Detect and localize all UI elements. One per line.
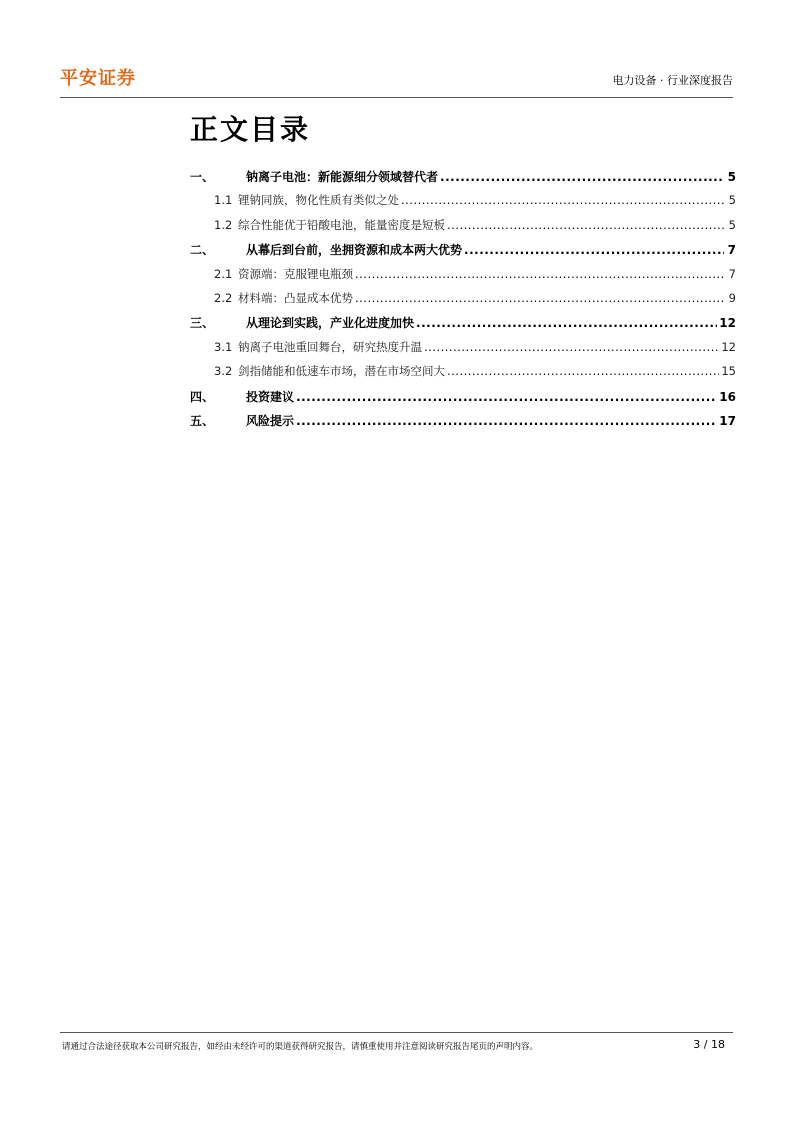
toc-page-number: 5 (728, 193, 736, 208)
toc-page-number: 12 (721, 339, 736, 354)
toc-entry-5[interactable] (190, 412, 736, 436)
toc-entry-number: 2.2 (214, 290, 233, 305)
toc-entry-2[interactable] (190, 241, 736, 265)
toc-dot-leader (447, 218, 724, 232)
report-category: 电力设备 · 行业深度报告 (612, 74, 733, 87)
toc-entry-2-1[interactable] (190, 266, 736, 290)
toc-page-number: 17 (719, 413, 736, 428)
toc-entry-number: 五、 (190, 413, 215, 428)
toc-entry-number: 1.1 (214, 193, 233, 208)
toc-entry-number: 3.1 (214, 339, 233, 354)
toc-page-number: 9 (728, 290, 736, 305)
toc-entry-title: 锂钠同族，物化性质有类似之处 (238, 193, 399, 208)
toc-entry-3-2[interactable] (190, 363, 736, 387)
footer-disclaimer: 请通过合法途径获取本公司研究报告，如经由未经许可的渠道获得研究报告，请慎重使用并注意阅读研究报告尾页的声明内容。 (62, 1042, 539, 1052)
page-number: 3 / 18 (693, 1038, 725, 1051)
toc-entry-title: 钠离子电池重回舞台，研究热度升温 (238, 339, 422, 354)
toc-page-number: 7 (728, 266, 736, 281)
toc-entry-number: 二、 (190, 243, 215, 258)
toc-entry-number: 一、 (190, 170, 215, 184)
toc-entry-3[interactable] (190, 314, 736, 338)
toc-entry-title: 投资建议 (246, 389, 295, 404)
table-of-contents (190, 168, 736, 436)
toc-page-number: 5 (728, 217, 736, 232)
toc-entry-4[interactable] (190, 388, 736, 412)
toc-entry-title: 钠离子电池：新能源细分领域替代者 (246, 170, 439, 184)
toc-title: 正文目录 (190, 113, 311, 146)
toc-entry-title: 综合性能优于铅酸电池，能量密度是短板 (238, 217, 445, 232)
toc-entry-number: 2.1 (214, 266, 233, 281)
toc-entry-title: 资源端：克服锂电瓶颈 (238, 266, 353, 281)
toc-page-number: 12 (719, 316, 736, 331)
header-divider (60, 97, 733, 98)
toc-entry-number: 三、 (190, 316, 215, 331)
toc-entry-title: 材料端：凸显成本优势 (238, 290, 353, 305)
toc-page-number: 16 (719, 389, 736, 404)
toc-dot-leader (424, 340, 719, 354)
toc-entry-1[interactable] (190, 168, 736, 192)
toc-entry-number: 四、 (190, 389, 215, 404)
toc-page-number: 5 (727, 170, 736, 184)
toc-entry-1-2[interactable] (190, 217, 736, 241)
toc-entry-title: 从理论到实践，产业化进度加快 (246, 316, 415, 331)
toc-page-number: 15 (721, 364, 736, 379)
toc-dot-leader (296, 414, 717, 428)
toc-dot-leader (355, 291, 724, 305)
footer-divider (60, 1032, 733, 1033)
toc-dot-leader (447, 364, 719, 378)
toc-dot-leader (401, 193, 724, 207)
toc-dot-leader (464, 243, 724, 257)
toc-entry-3-1[interactable] (190, 339, 736, 363)
toc-entry-title: 从幕后到台前，坐拥资源和成本两大优势 (246, 243, 463, 258)
toc-entry-number: 1.2 (214, 217, 233, 232)
toc-dot-leader (355, 267, 724, 281)
toc-entry-title: 剑指储能和低速车市场，潜在市场空间大 (238, 364, 445, 379)
toc-entry-number: 3.2 (214, 364, 233, 379)
toc-dot-leader (440, 170, 724, 184)
company-logo: 平安证券 (60, 68, 136, 89)
toc-entry-title: 风险提示 (246, 413, 295, 428)
toc-page-number: 7 (727, 243, 736, 258)
toc-dot-leader (296, 390, 717, 404)
toc-entry-2-2[interactable] (190, 290, 736, 314)
toc-entry-1-1[interactable] (190, 192, 736, 216)
toc-dot-leader (416, 316, 717, 330)
